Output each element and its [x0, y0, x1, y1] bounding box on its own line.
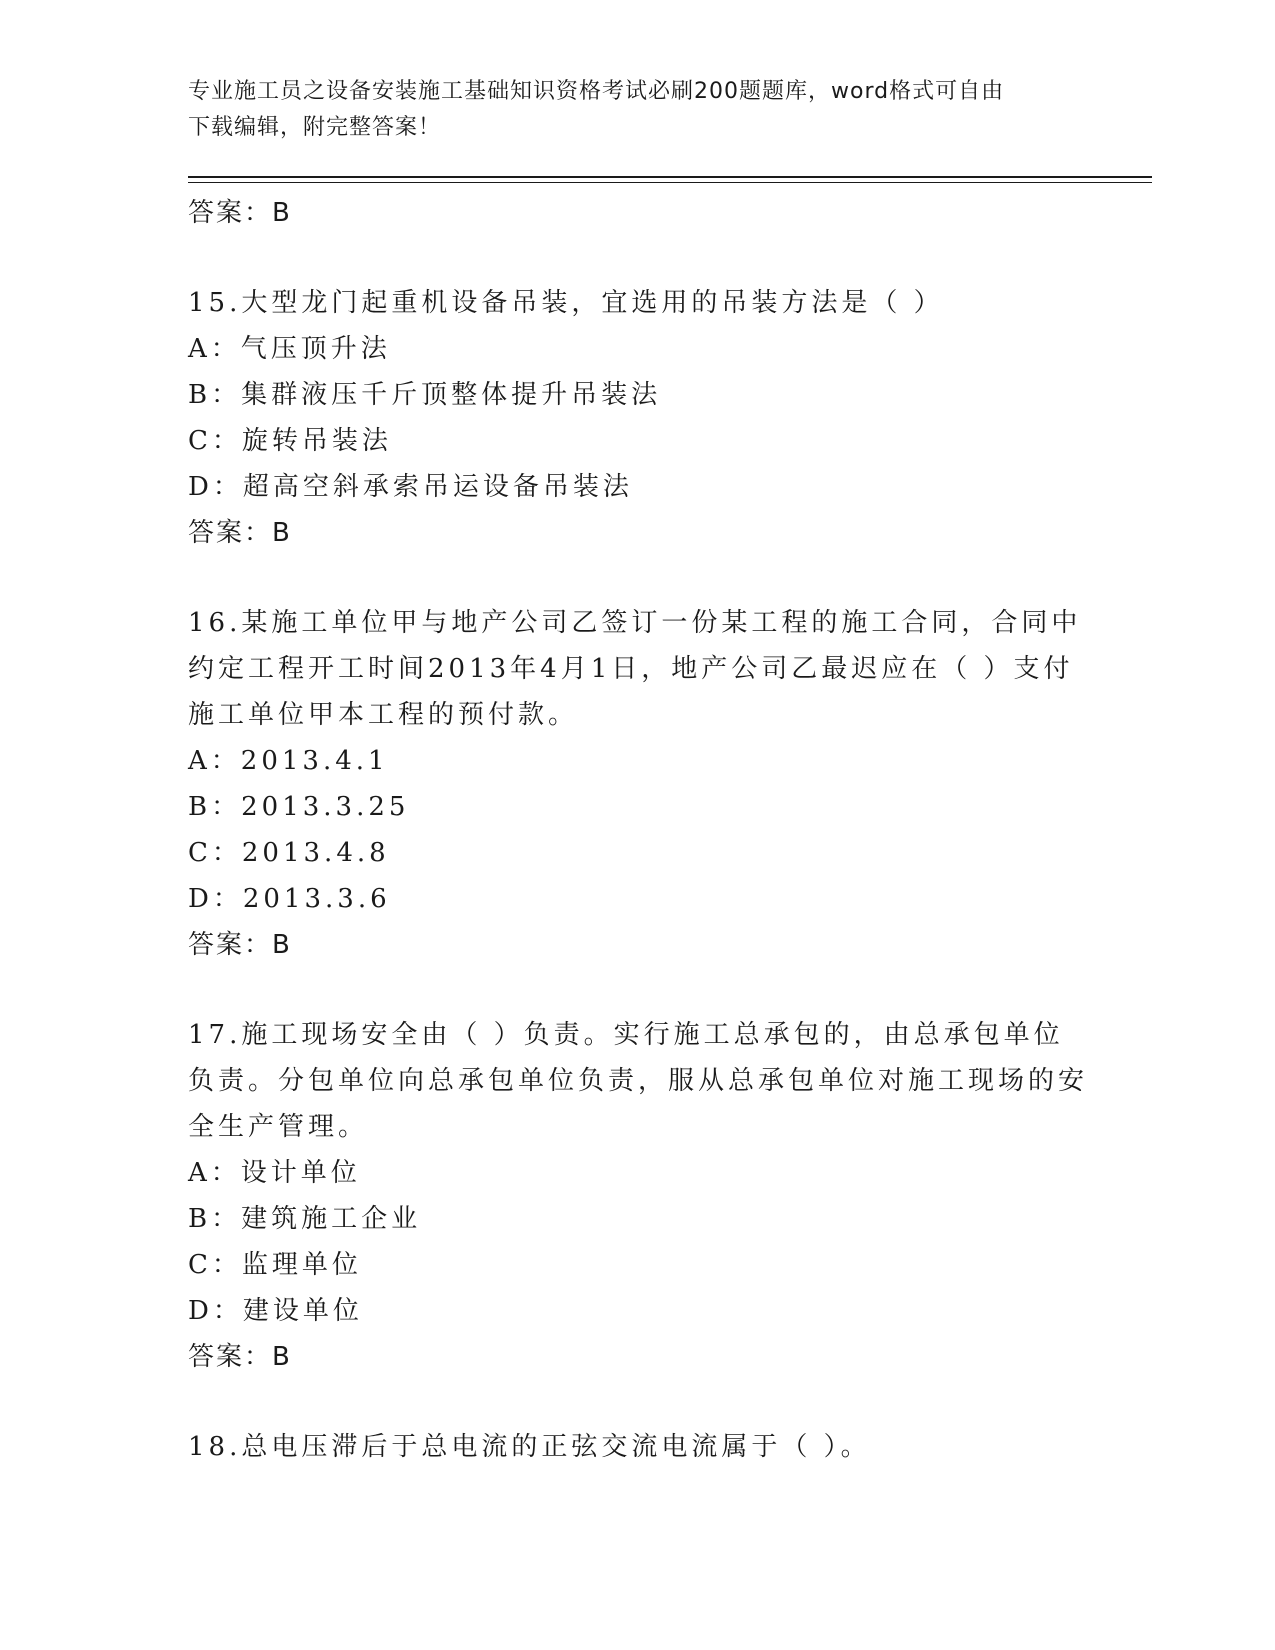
- option-c: C：旋转吊装法: [188, 426, 392, 456]
- header-divider-thick: [188, 176, 1152, 178]
- question-text: 16.某施工单位甲与地产公司乙签订一份某工程的施工合同，合同中约定工程开工时间2013年4月1日，地产公司乙最迟应在（ ）支付施工单位甲本工程的预付款。: [188, 608, 1082, 730]
- option-d: D：超高空斜承索吊运设备吊装法: [188, 472, 633, 502]
- question-15: [188, 280, 1088, 556]
- option-b: B：集群液压千斤顶整体提升吊装法: [188, 380, 662, 410]
- question-answer: 答案：B: [188, 930, 292, 960]
- previous-answer: 答案：B: [188, 198, 292, 228]
- question-text: 17.施工现场安全由（ ）负责。实行施工总承包的，由总承包单位负责。分包单位向总承包单位负责，服从总承包单位对施工现场的安全生产管理。: [188, 1020, 1089, 1142]
- question-text: 15.大型龙门起重机设备吊装，宜选用的吊装方法是（ ）: [188, 288, 944, 318]
- header-line-1: 专业施工员之设备安装施工基础知识资格考试必刷200题题库，word格式可自由: [188, 79, 1005, 104]
- option-a: A：设计单位: [188, 1158, 361, 1188]
- option-b: B：建筑施工企业: [188, 1204, 422, 1234]
- header-divider-thin: [188, 182, 1152, 183]
- option-c: C：监理单位: [188, 1250, 362, 1280]
- question-text: 18.总电压滞后于总电流的正弦交流电流属于（ ）。: [188, 1432, 871, 1462]
- option-a: A：气压顶升法: [188, 334, 391, 364]
- question-17: [188, 1012, 1088, 1380]
- option-d: D：建设单位: [188, 1296, 363, 1326]
- question-18: [188, 1424, 1088, 1470]
- document-header: [188, 74, 1068, 146]
- question-answer: 答案：B: [188, 1342, 292, 1372]
- question-16: [188, 600, 1088, 968]
- header-line-2: 下载编辑，附完整答案！: [188, 115, 442, 140]
- option-c: C：2013.4.8: [188, 838, 390, 868]
- question-answer: 答案：B: [188, 518, 292, 548]
- question-list: [188, 190, 1088, 1470]
- option-d: D：2013.3.6: [188, 884, 391, 914]
- option-b: B：2013.3.25: [188, 792, 410, 822]
- option-a: A：2013.4.1: [188, 746, 389, 776]
